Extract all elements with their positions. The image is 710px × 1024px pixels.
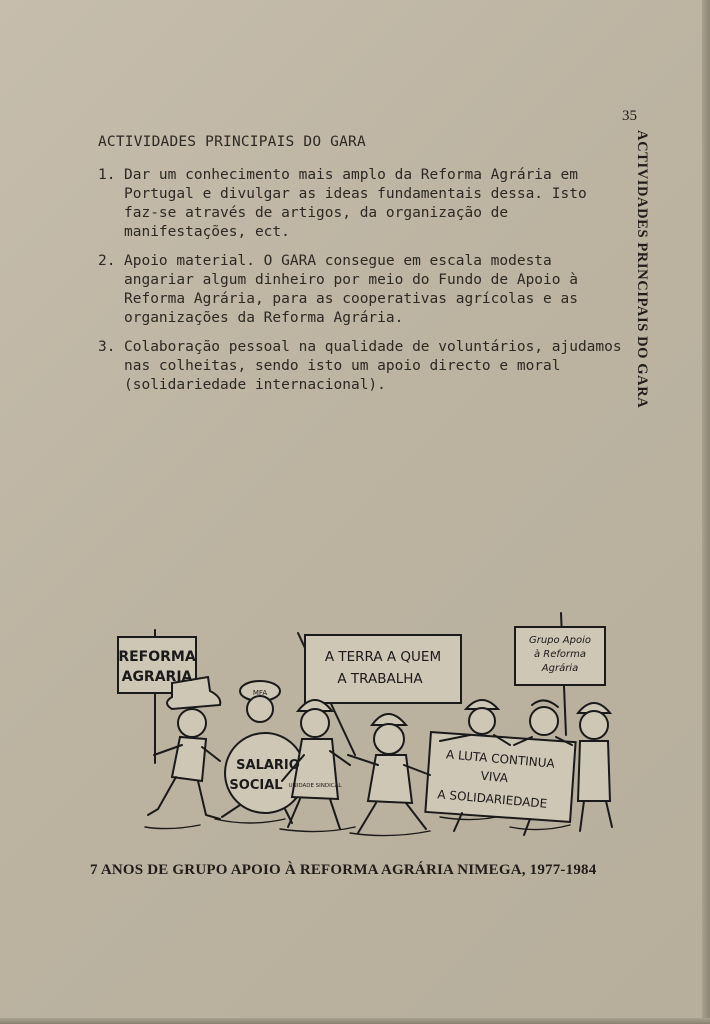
- cap-label: MFA: [252, 689, 268, 697]
- sack-line2: SOCIAL: [229, 778, 283, 793]
- activities-list: [98, 166, 623, 405]
- banner-line1: A LUTA CONTINUA: [445, 747, 556, 771]
- list-item-text: Apoio material. O GARA consegue em escala modesta angariar algum dinheiro por meio do Fundo de Apoio à Reforma Agrária, para as cooperativas agrícolas e as organizações da Reforma Agrária.: [124, 253, 578, 326]
- list-item-number: 2.: [98, 253, 116, 269]
- march-illustration: [110, 605, 630, 855]
- list-item-number: 1.: [98, 167, 116, 183]
- banner-line3: A SOLIDARIEDADE: [436, 787, 548, 811]
- sign-terra: [305, 635, 461, 703]
- sign-grupo-line3: Agrária: [541, 663, 579, 674]
- sack: [225, 733, 305, 813]
- list-item-number: 3.: [98, 339, 116, 355]
- sign-reforma-line2: AGRARIA: [121, 669, 193, 685]
- sign-grupo-line1: Grupo Apoio: [528, 635, 592, 646]
- sign-grupo-line2: à Reforma: [533, 649, 587, 660]
- list-item-text: Dar um conhecimento mais amplo da Reforma Agrária em Portugal e divulgar as ideas fundamentais dessa. Isto faz-se através de artigos, da organização de manifestações, ect.: [124, 167, 587, 240]
- side-running-title: ACTIVIDADES PRINCIPAIS DO GARA: [634, 130, 650, 409]
- small-label: UNIDADE SINDICAL: [288, 783, 342, 789]
- list-item: [98, 338, 623, 395]
- sign-reforma-line1: REFORMA: [118, 649, 196, 665]
- page-number: 35: [622, 108, 637, 124]
- list-item: [98, 252, 623, 328]
- sign-terra-line2: A TRABALHA: [337, 671, 423, 687]
- page-edge-bottom: [0, 1018, 710, 1024]
- section-heading: ACTIVIDADES PRINCIPAIS DO GARA: [98, 134, 366, 150]
- banner-line2: VIVA: [480, 768, 509, 786]
- page-edge-right: [702, 0, 710, 1024]
- list-item: [98, 166, 623, 242]
- sign-terra-line1: A TERRA A QUEM: [324, 649, 442, 665]
- list-item-text: Colaboração pessoal na qualidade de voluntários, ajudamos nas colheitas, sendo isto um apoio directo e moral (solidariedade internacional).: [124, 339, 622, 393]
- illustration-caption: 7 ANOS DE GRUPO APOIO À REFORMA AGRÁRIA NIMEGA, 1977-1984: [90, 862, 597, 878]
- sack-line1: SALARIO: [236, 758, 300, 773]
